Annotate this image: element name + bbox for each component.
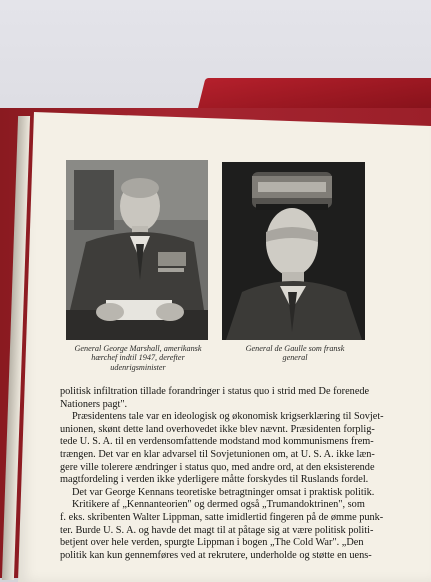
body-text-line: politik kan kun gennemføres ved at rekrutere, underholde og støtte en uens- [60, 549, 372, 561]
de-gaulle-portrait-illustration [222, 162, 365, 340]
body-text-line: Det var George Kennans teoretiske betragtninger omsat i praktisk politik. [72, 486, 375, 498]
body-text-line: gere ville tolerere ændringer i status quo, med andre ord, at den eksisterende [60, 461, 375, 473]
body-text-line: magtfordeling i verden ikke yderligere måtte forskydes til Ruslands fordel. [60, 474, 369, 486]
caption-line: udenrigsminister [110, 362, 166, 372]
body-text-line: unionen, skønt dette land overhovedet ikke blev nævnt. Præsidenten forplig- [60, 423, 375, 435]
photo-general-marshall [66, 160, 208, 340]
caption-line: general [282, 353, 308, 363]
caption-line: General de Gaulle som fransk [245, 344, 345, 353]
marshall-portrait-illustration [66, 160, 208, 340]
body-text-line: trængen. Det var en klar advarsel til Sovjetunionen om, at U. S. A. ikke læn- [60, 448, 375, 460]
caption-marshall [66, 344, 210, 372]
body-text [60, 386, 396, 562]
caption-line: hærchef indtil 1947, derefter [91, 353, 185, 363]
caption-de-gaulle [226, 344, 364, 363]
caption-line: General George Marshall, amerikansk [74, 344, 202, 353]
body-text-line: politisk infiltration tillade forandringer i status quo i strid med De forenede [60, 386, 370, 397]
body-text-line: betjent over hele verden, spurgte Lippman i bogen „The Cold War". „Den [60, 537, 364, 549]
body-text-line: tede U. S. A. til en verdensomfattende modstand mod kommunismens frem- [60, 436, 374, 448]
body-text-line: Kritikere af „Kennanteorien" og dermed også „Trumandoktrinen", som [72, 499, 365, 511]
photo-general-de-gaulle [222, 162, 365, 340]
body-text-line: f. eks. skribenten Walter Lippman, satte imidlertid fingeren på de ømme punk- [60, 511, 384, 523]
body-text-line: Præsidentens tale var en ideologisk og økonomisk krigserklæring til Sovjet- [71, 411, 384, 423]
body-text-line: ter. Burde U. S. A. og havde det magt til at påtage sig at være politisk politi- [60, 524, 374, 536]
body-text-line: Nationers pagt". [60, 398, 128, 410]
